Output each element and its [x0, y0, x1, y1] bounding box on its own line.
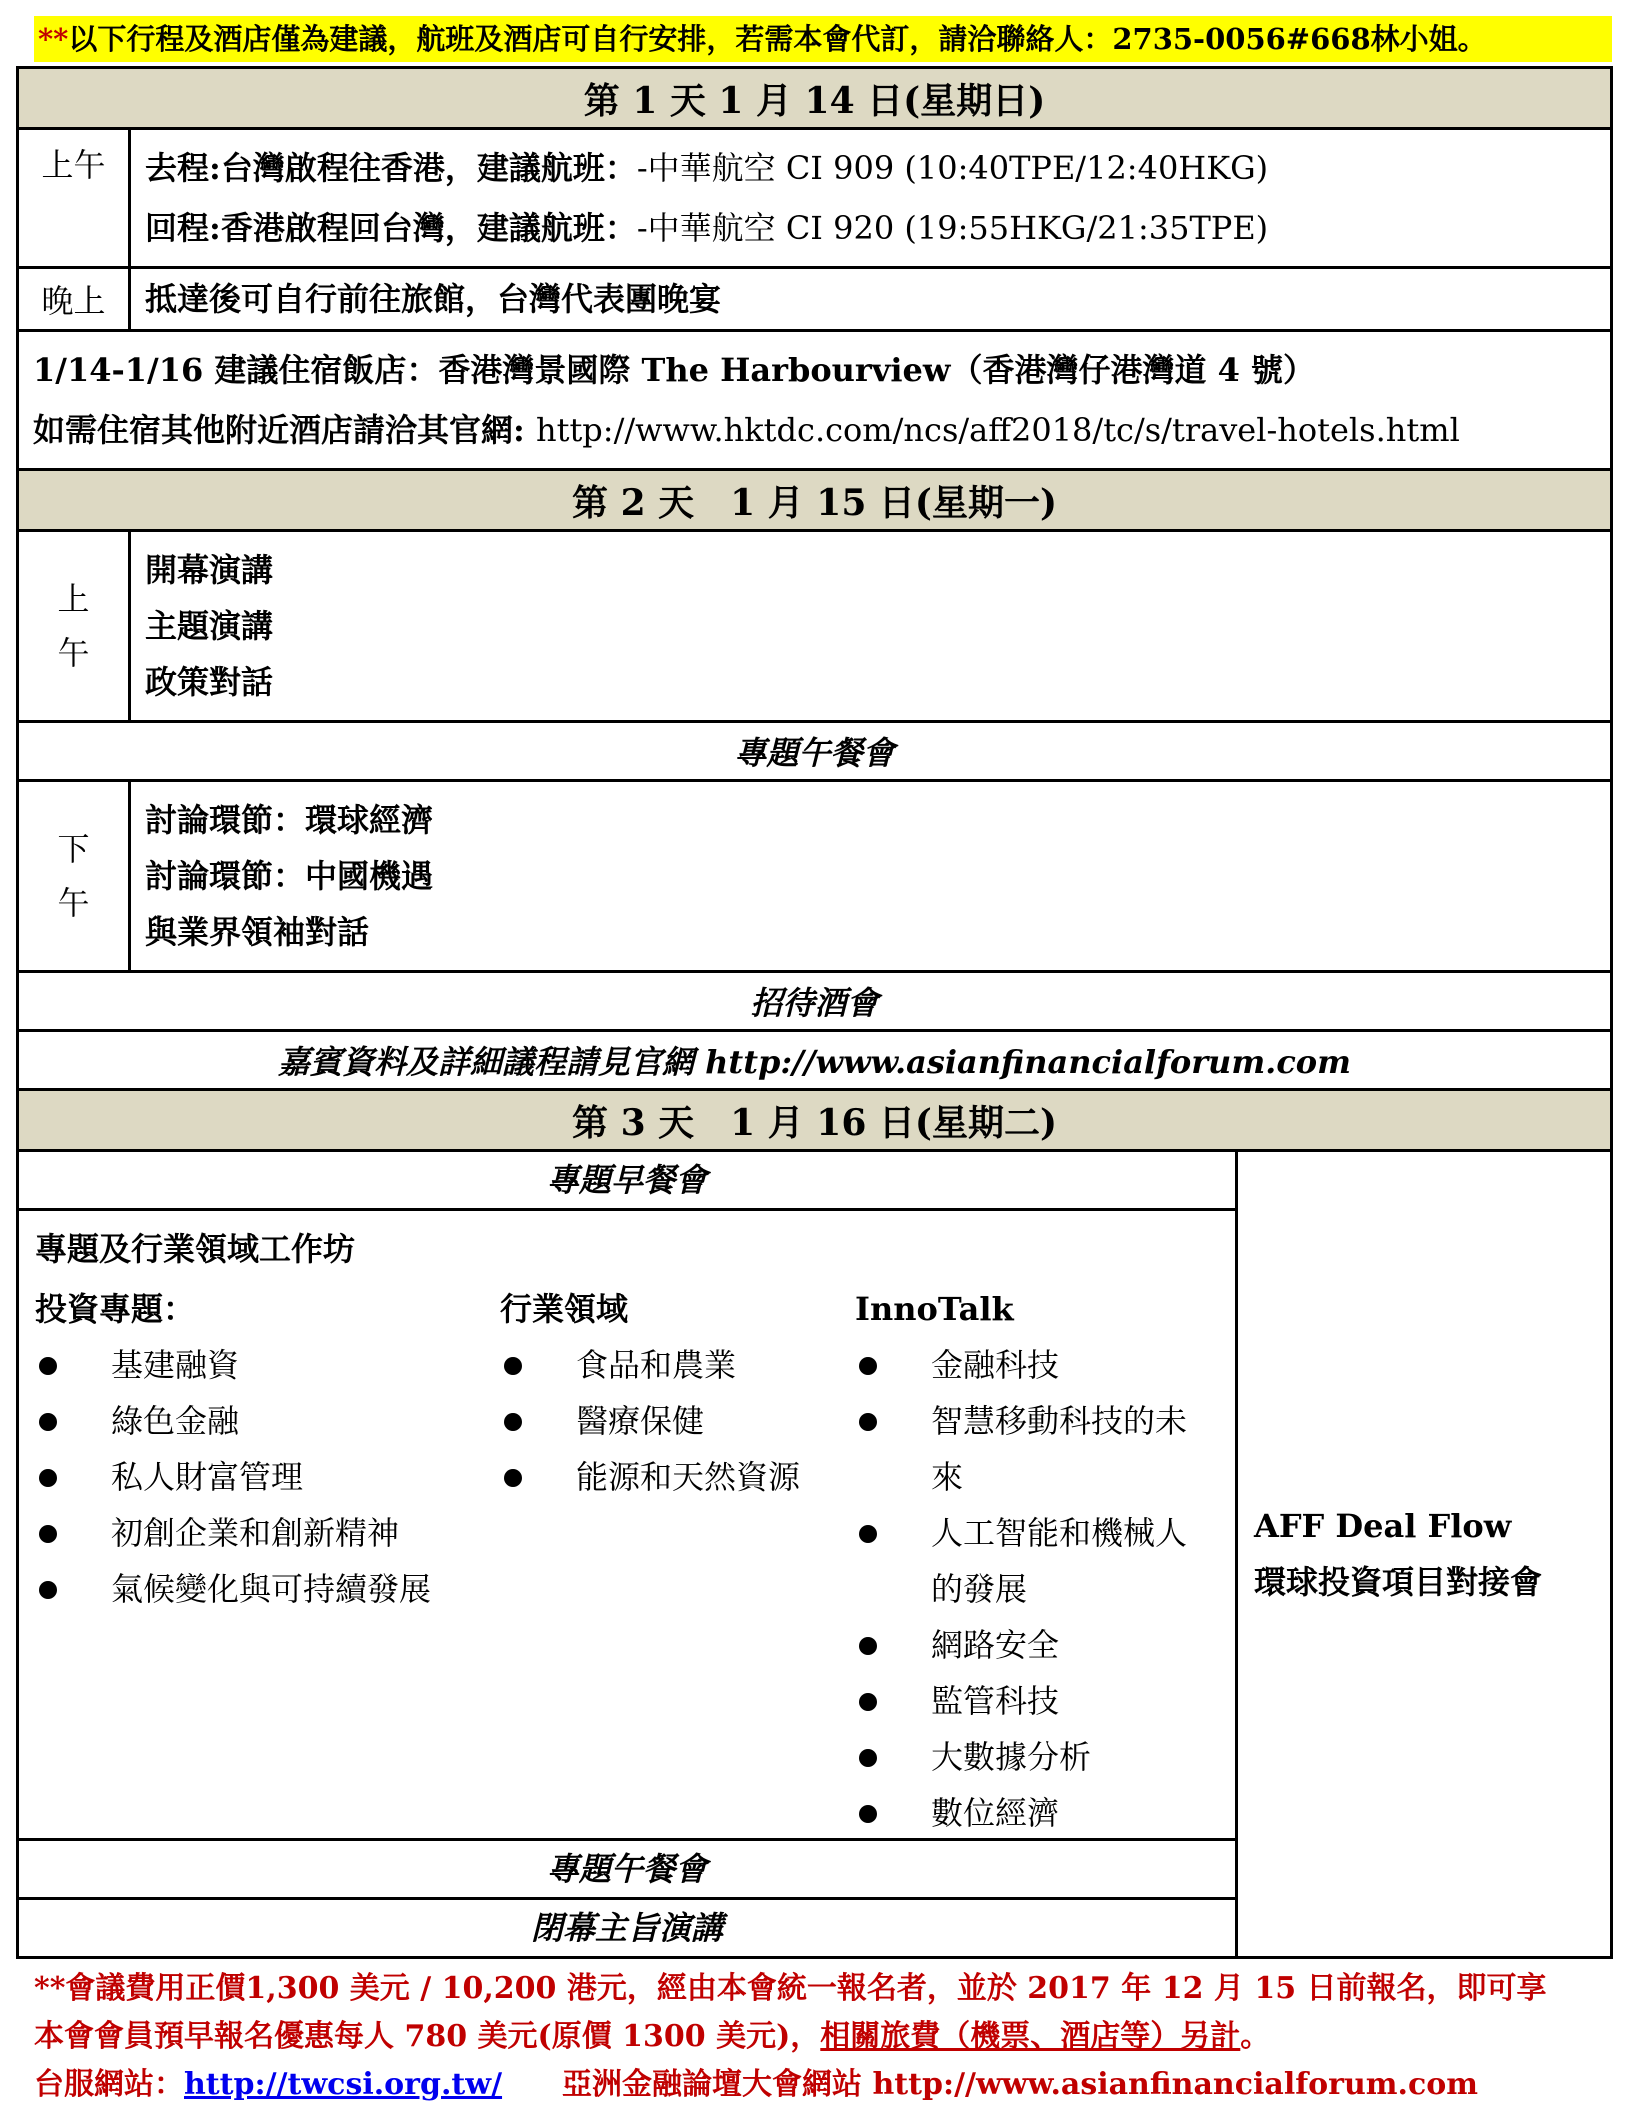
notice-prefix: ** — [38, 22, 69, 56]
day2-reception: 招待酒會 — [18, 972, 1612, 1031]
notice-text: 以下行程及酒店僅為建議，航班及酒店可自行安排，若需本會代訂，請洽聯絡人：2735-0056#668林小姐。 — [68, 22, 1487, 56]
deal-flow-title: AFF Deal Flow — [1254, 1507, 1512, 1545]
list-item: 私人財富管理 — [35, 1449, 500, 1505]
day2-morning-items — [130, 531, 1612, 722]
day1-evening-label: 晚上 — [18, 268, 130, 331]
list-item: 與業界領袖對話 — [145, 913, 370, 951]
workshop-heading: 專題及行業領域工作坊 — [35, 1230, 356, 1268]
list-item: 政策對話 — [145, 663, 274, 701]
day2-website-note: 嘉賓資料及詳細議程請見官網 http://www.asianfinancialforum.com — [18, 1031, 1612, 1090]
day1-flights — [130, 129, 1612, 268]
fee-line1: **會議費用正價1,300 美元 / 10,200 港元，經由本會統一報名者，並於 2017 年 12 月 15 日前報名，即可享 — [34, 1971, 1547, 2006]
list-item: 網路安全 — [855, 1617, 1210, 1673]
list-item: 大數據分析 — [855, 1729, 1210, 1785]
day3-lunch: 專題午餐會 — [19, 1841, 1235, 1900]
column-innotalk: InnoTalk 金融科技 智慧移動科技的未來 人工智能和機械人的發展 網路安全 監管科技 大數據分析 數位經濟 — [855, 1281, 1210, 1841]
list-item: 綠色金融 — [35, 1393, 500, 1449]
hotel-info — [18, 331, 1612, 470]
list-item: 醫療保健 — [500, 1393, 855, 1449]
document — [16, 16, 1610, 2109]
list-item: 食品和農業 — [500, 1337, 855, 1393]
day3-closing: 閉幕主旨演講 — [530, 1909, 723, 1947]
day3-breakfast: 專題早餐會 — [19, 1152, 1235, 1211]
day2-afternoon-items — [130, 781, 1612, 972]
day1-evening-text: 抵達後可自行前往旅館，台灣代表團晚宴 — [130, 268, 1612, 331]
list-item: 開幕演講 — [145, 551, 274, 589]
list-item: 基建融資 — [35, 1337, 500, 1393]
notice-banner — [34, 16, 1612, 62]
day2-morning-label: 上 午 — [18, 531, 130, 722]
list-item: 主題演講 — [145, 607, 274, 645]
fee-line2: 本會會員預早報名優惠每人 780 美元(原價 1300 美元)，相關旅費（機票、酒店等）另計。 — [34, 2019, 1271, 2054]
list-item: 人工智能和機械人的發展 — [855, 1505, 1210, 1617]
workshop-columns — [35, 1281, 1219, 1841]
footer — [34, 1965, 1610, 2109]
list-item: 智慧移動科技的未來 — [855, 1393, 1210, 1505]
list-item: 數位經濟 — [855, 1785, 1210, 1841]
flight-outbound: 去程:台灣啟程往香港，建議航班：-中華航空 CI 909 (10:40TPE/12:40HKG) — [145, 149, 1269, 187]
day3-workshop — [19, 1211, 1235, 1841]
site-label: 台服網站： — [34, 2067, 184, 2102]
hotel-other: 如需住宿其他附近酒店請洽其官網: http://www.hktdc.com/ncs/aff2018/tc/s/travel-hotels.html — [33, 411, 1460, 449]
flight-return: 回程:香港啟程回台灣，建議航班：-中華航空 CI 920 (19:55HKG/21:35TPE) — [145, 209, 1269, 247]
agenda-table — [16, 66, 1613, 1959]
column-industry: 行業領域 食品和農業 醫療保健 能源和天然資源 — [500, 1281, 855, 1841]
day1-morning-label: 上午 — [18, 129, 130, 268]
list-item: 監管科技 — [855, 1673, 1210, 1729]
day2-title: 第 2 天 1 月 15 日(星期一) — [18, 470, 1612, 531]
list-item: 討論環節：環球經濟 — [145, 801, 434, 839]
deal-flow — [1237, 1151, 1612, 1958]
deal-flow-subtitle: 環球投資項目對接會 — [1254, 1563, 1543, 1601]
column-investment: 投資專題： 基建融資 綠色金融 私人財富管理 初創企業和創新精神 氣候變化與可持續發展 — [35, 1281, 500, 1841]
travel-cost-note: 相關旅費（機票、酒店等）另計 — [820, 2019, 1241, 2054]
day2-lunch: 專題午餐會 — [18, 722, 1612, 781]
day1-title: 第 1 天 1 月 14 日(星期日) — [18, 68, 1612, 129]
day2-afternoon-label: 下 午 — [18, 781, 130, 972]
day3-title: 第 3 天 1 月 16 日(星期二) — [18, 1090, 1612, 1151]
hotel-url[interactable]: http://www.hktdc.com/ncs/aff2018/tc/s/travel-hotels.html — [535, 411, 1460, 449]
list-item: 金融科技 — [855, 1337, 1210, 1393]
websites-line — [34, 2061, 1610, 2109]
list-item: 初創企業和創新精神 — [35, 1505, 500, 1561]
day3-main — [18, 1151, 1237, 1958]
twcsi-link[interactable]: http://twcsi.org.tw/ — [184, 2067, 503, 2102]
list-item: 能源和天然資源 — [500, 1449, 855, 1505]
list-item: 氣候變化與可持續發展 — [35, 1561, 500, 1617]
aff-site: 亞洲金融論壇大會網站 http://www.asianfinancialforum.com — [562, 2067, 1478, 2102]
hotel-suggestion: 1/14-1/16 建議住宿飯店：香港灣景國際 The Harbourview（香港灣仔港灣道 4 號） — [33, 351, 1315, 389]
list-item: 討論環節：中國機遇 — [145, 857, 434, 895]
